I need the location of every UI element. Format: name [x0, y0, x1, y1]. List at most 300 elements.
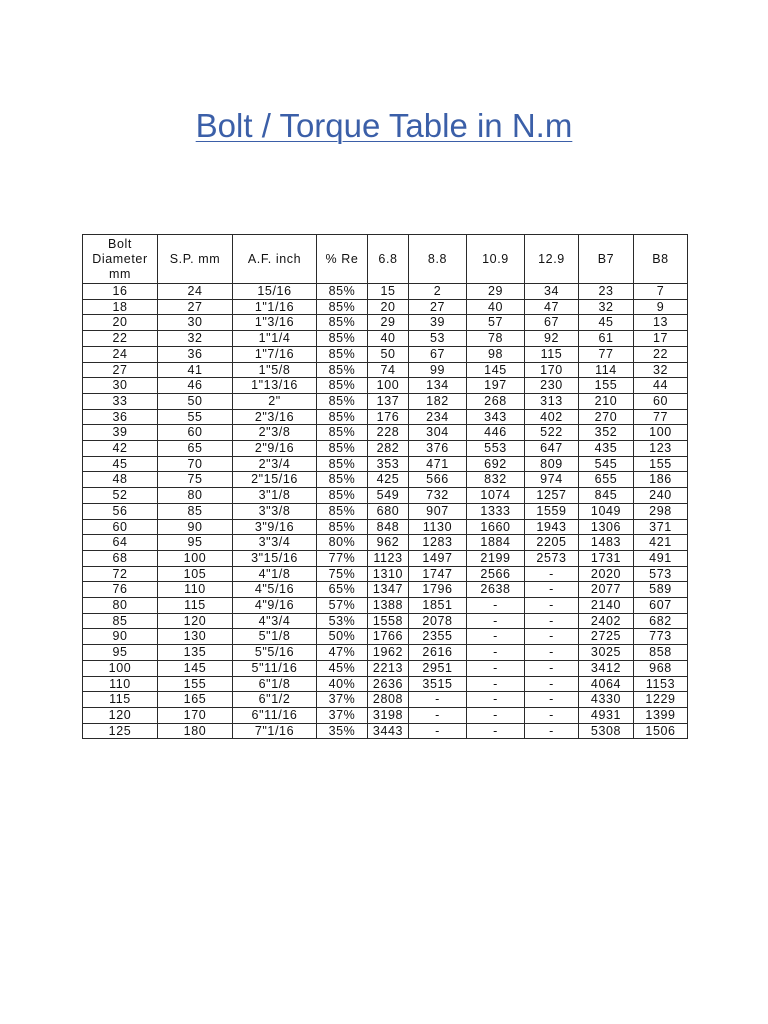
- table-header-row: [83, 235, 688, 284]
- cell-grade-10-9: 343: [467, 409, 525, 425]
- cell-sp-mm: 55: [158, 409, 233, 425]
- cell-grade-6-8: 1558: [368, 613, 409, 629]
- cell-percent-re: 37%: [317, 692, 368, 708]
- cell-grade-12-9: 522: [525, 425, 579, 441]
- header-bolt-diameter: Bolt Diameter mm: [83, 235, 158, 284]
- table-row: [83, 441, 688, 457]
- cell-grade-6-8: 100: [368, 378, 409, 394]
- cell-grade-12-9: 115: [525, 346, 579, 362]
- cell-grade-8-8: 67: [409, 346, 467, 362]
- cell-grade-10-9: 832: [467, 472, 525, 488]
- cell-b7: 77: [579, 346, 634, 362]
- cell-sp-mm: 135: [158, 645, 233, 661]
- cell-grade-8-8: 1130: [409, 519, 467, 535]
- cell-percent-re: 85%: [317, 488, 368, 504]
- cell-grade-8-8: 471: [409, 456, 467, 472]
- cell-af-inch: 1"1/4: [233, 331, 317, 347]
- cell-percent-re: 85%: [317, 346, 368, 362]
- cell-b8: 573: [634, 566, 688, 582]
- cell-grade-8-8: 1283: [409, 535, 467, 551]
- cell-b8: 773: [634, 629, 688, 645]
- cell-bolt-diameter: 36: [83, 409, 158, 425]
- cell-b7: 155: [579, 378, 634, 394]
- cell-grade-8-8: -: [409, 692, 467, 708]
- cell-b8: 155: [634, 456, 688, 472]
- cell-grade-8-8: 2078: [409, 613, 467, 629]
- header-percent-re: % Re: [317, 235, 368, 284]
- cell-percent-re: 53%: [317, 613, 368, 629]
- cell-sp-mm: 46: [158, 378, 233, 394]
- cell-percent-re: 85%: [317, 331, 368, 347]
- cell-grade-10-9: 2638: [467, 582, 525, 598]
- cell-b7: 2020: [579, 566, 634, 582]
- cell-grade-6-8: 50: [368, 346, 409, 362]
- cell-bolt-diameter: 100: [83, 660, 158, 676]
- cell-percent-re: 75%: [317, 566, 368, 582]
- cell-bolt-diameter: 110: [83, 676, 158, 692]
- table-row: [83, 456, 688, 472]
- cell-grade-6-8: 228: [368, 425, 409, 441]
- cell-grade-10-9: 692: [467, 456, 525, 472]
- cell-percent-re: 65%: [317, 582, 368, 598]
- cell-percent-re: 80%: [317, 535, 368, 551]
- table-row: [83, 425, 688, 441]
- cell-grade-12-9: 2573: [525, 550, 579, 566]
- cell-grade-10-9: 57: [467, 315, 525, 331]
- cell-b8: 968: [634, 660, 688, 676]
- table-row: [83, 566, 688, 582]
- cell-grade-10-9: 197: [467, 378, 525, 394]
- cell-bolt-diameter: 16: [83, 284, 158, 300]
- cell-grade-8-8: -: [409, 707, 467, 723]
- table-row: [83, 472, 688, 488]
- cell-grade-12-9: 92: [525, 331, 579, 347]
- cell-bolt-diameter: 90: [83, 629, 158, 645]
- cell-grade-10-9: -: [467, 660, 525, 676]
- cell-sp-mm: 85: [158, 503, 233, 519]
- cell-grade-10-9: -: [467, 598, 525, 614]
- cell-bolt-diameter: 95: [83, 645, 158, 661]
- table-row: [83, 707, 688, 723]
- cell-b8: 1399: [634, 707, 688, 723]
- cell-grade-8-8: 304: [409, 425, 467, 441]
- cell-b7: 845: [579, 488, 634, 504]
- cell-percent-re: 85%: [317, 378, 368, 394]
- cell-grade-10-9: 78: [467, 331, 525, 347]
- cell-b7: 1731: [579, 550, 634, 566]
- cell-bolt-diameter: 72: [83, 566, 158, 582]
- cell-bolt-diameter: 60: [83, 519, 158, 535]
- cell-percent-re: 85%: [317, 284, 368, 300]
- cell-percent-re: 40%: [317, 676, 368, 692]
- cell-b7: 2725: [579, 629, 634, 645]
- cell-af-inch: 2"3/4: [233, 456, 317, 472]
- cell-grade-10-9: 268: [467, 393, 525, 409]
- cell-grade-12-9: -: [525, 598, 579, 614]
- cell-bolt-diameter: 52: [83, 488, 158, 504]
- cell-af-inch: 5"1/8: [233, 629, 317, 645]
- table-row: [83, 346, 688, 362]
- cell-grade-6-8: 137: [368, 393, 409, 409]
- cell-grade-12-9: 2205: [525, 535, 579, 551]
- cell-b7: 435: [579, 441, 634, 457]
- cell-grade-8-8: 2355: [409, 629, 467, 645]
- cell-grade-10-9: 553: [467, 441, 525, 457]
- cell-sp-mm: 32: [158, 331, 233, 347]
- cell-b8: 60: [634, 393, 688, 409]
- cell-grade-12-9: 974: [525, 472, 579, 488]
- cell-b7: 3025: [579, 645, 634, 661]
- cell-b7: 114: [579, 362, 634, 378]
- cell-af-inch: 3"1/8: [233, 488, 317, 504]
- cell-af-inch: 2"3/16: [233, 409, 317, 425]
- cell-bolt-diameter: 18: [83, 299, 158, 315]
- cell-grade-12-9: -: [525, 645, 579, 661]
- cell-b8: 421: [634, 535, 688, 551]
- header-grade-6-8: 6.8: [368, 235, 409, 284]
- table-row: [83, 299, 688, 315]
- cell-bolt-diameter: 22: [83, 331, 158, 347]
- cell-af-inch: 15/16: [233, 284, 317, 300]
- table-row: [83, 315, 688, 331]
- cell-af-inch: 1"7/16: [233, 346, 317, 362]
- cell-af-inch: 4"1/8: [233, 566, 317, 582]
- cell-grade-8-8: 234: [409, 409, 467, 425]
- table-row: [83, 393, 688, 409]
- cell-b8: 17: [634, 331, 688, 347]
- cell-b7: 4330: [579, 692, 634, 708]
- cell-af-inch: 5"11/16: [233, 660, 317, 676]
- cell-bolt-diameter: 27: [83, 362, 158, 378]
- cell-grade-10-9: 2199: [467, 550, 525, 566]
- cell-b8: 1153: [634, 676, 688, 692]
- cell-grade-8-8: -: [409, 723, 467, 739]
- cell-b8: 32: [634, 362, 688, 378]
- cell-grade-12-9: 230: [525, 378, 579, 394]
- cell-grade-10-9: 145: [467, 362, 525, 378]
- table-row: [83, 613, 688, 629]
- cell-b8: 1229: [634, 692, 688, 708]
- cell-b7: 4931: [579, 707, 634, 723]
- header-grade-10-9: 10.9: [467, 235, 525, 284]
- cell-grade-12-9: -: [525, 566, 579, 582]
- cell-grade-8-8: 182: [409, 393, 467, 409]
- cell-af-inch: 2"3/8: [233, 425, 317, 441]
- cell-sp-mm: 120: [158, 613, 233, 629]
- cell-grade-8-8: 1747: [409, 566, 467, 582]
- cell-grade-6-8: 15: [368, 284, 409, 300]
- table-row: [83, 284, 688, 300]
- cell-grade-6-8: 353: [368, 456, 409, 472]
- cell-grade-6-8: 29: [368, 315, 409, 331]
- cell-b8: 77: [634, 409, 688, 425]
- cell-b7: 23: [579, 284, 634, 300]
- cell-b8: 44: [634, 378, 688, 394]
- table-row: [83, 362, 688, 378]
- cell-bolt-diameter: 45: [83, 456, 158, 472]
- cell-af-inch: 6"1/8: [233, 676, 317, 692]
- cell-grade-10-9: -: [467, 629, 525, 645]
- cell-b8: 100: [634, 425, 688, 441]
- cell-grade-8-8: 2951: [409, 660, 467, 676]
- cell-grade-10-9: -: [467, 692, 525, 708]
- cell-percent-re: 85%: [317, 472, 368, 488]
- cell-bolt-diameter: 24: [83, 346, 158, 362]
- cell-grade-8-8: 2616: [409, 645, 467, 661]
- cell-grade-6-8: 848: [368, 519, 409, 535]
- cell-grade-8-8: 1851: [409, 598, 467, 614]
- cell-b8: 607: [634, 598, 688, 614]
- cell-bolt-diameter: 39: [83, 425, 158, 441]
- cell-percent-re: 85%: [317, 425, 368, 441]
- torque-table: [82, 234, 688, 739]
- cell-grade-12-9: 647: [525, 441, 579, 457]
- cell-grade-6-8: 1347: [368, 582, 409, 598]
- cell-sp-mm: 41: [158, 362, 233, 378]
- header-b7: B7: [579, 235, 634, 284]
- cell-grade-10-9: -: [467, 707, 525, 723]
- cell-grade-12-9: 67: [525, 315, 579, 331]
- cell-af-inch: 3"3/4: [233, 535, 317, 551]
- cell-grade-6-8: 3443: [368, 723, 409, 739]
- cell-percent-re: 85%: [317, 456, 368, 472]
- cell-grade-8-8: 27: [409, 299, 467, 315]
- cell-grade-12-9: -: [525, 707, 579, 723]
- cell-percent-re: 85%: [317, 362, 368, 378]
- cell-b7: 270: [579, 409, 634, 425]
- cell-af-inch: 1"3/16: [233, 315, 317, 331]
- cell-b7: 655: [579, 472, 634, 488]
- cell-bolt-diameter: 80: [83, 598, 158, 614]
- cell-bolt-diameter: 115: [83, 692, 158, 708]
- cell-grade-12-9: -: [525, 582, 579, 598]
- cell-percent-re: 85%: [317, 299, 368, 315]
- cell-b8: 589: [634, 582, 688, 598]
- cell-bolt-diameter: 20: [83, 315, 158, 331]
- cell-b7: 1049: [579, 503, 634, 519]
- cell-af-inch: 6"1/2: [233, 692, 317, 708]
- cell-af-inch: 2": [233, 393, 317, 409]
- header-sp-mm: S.P. mm: [158, 235, 233, 284]
- cell-af-inch: 1"1/16: [233, 299, 317, 315]
- cell-grade-6-8: 549: [368, 488, 409, 504]
- table-row: [83, 519, 688, 535]
- table-row: [83, 409, 688, 425]
- cell-grade-10-9: 1884: [467, 535, 525, 551]
- header-af-inch: A.F. inch: [233, 235, 317, 284]
- cell-b8: 123: [634, 441, 688, 457]
- table-row: [83, 550, 688, 566]
- cell-b8: 298: [634, 503, 688, 519]
- cell-grade-8-8: 1497: [409, 550, 467, 566]
- cell-grade-10-9: 446: [467, 425, 525, 441]
- cell-grade-8-8: 134: [409, 378, 467, 394]
- cell-af-inch: 2"15/16: [233, 472, 317, 488]
- cell-grade-12-9: -: [525, 613, 579, 629]
- cell-percent-re: 45%: [317, 660, 368, 676]
- cell-b7: 2140: [579, 598, 634, 614]
- cell-grade-12-9: 402: [525, 409, 579, 425]
- cell-grade-12-9: 313: [525, 393, 579, 409]
- cell-bolt-diameter: 42: [83, 441, 158, 457]
- cell-sp-mm: 24: [158, 284, 233, 300]
- cell-percent-re: 35%: [317, 723, 368, 739]
- cell-percent-re: 85%: [317, 315, 368, 331]
- cell-percent-re: 85%: [317, 519, 368, 535]
- cell-b7: 352: [579, 425, 634, 441]
- cell-bolt-diameter: 125: [83, 723, 158, 739]
- header-grade-8-8: 8.8: [409, 235, 467, 284]
- cell-grade-8-8: 2: [409, 284, 467, 300]
- cell-bolt-diameter: 76: [83, 582, 158, 598]
- cell-b7: 2077: [579, 582, 634, 598]
- table-row: [83, 676, 688, 692]
- cell-grade-12-9: 47: [525, 299, 579, 315]
- cell-b7: 3412: [579, 660, 634, 676]
- table-body: [83, 284, 688, 739]
- cell-grade-10-9: -: [467, 676, 525, 692]
- header-b8: B8: [634, 235, 688, 284]
- table-row: [83, 723, 688, 739]
- cell-grade-8-8: 732: [409, 488, 467, 504]
- cell-grade-6-8: 282: [368, 441, 409, 457]
- cell-grade-12-9: 809: [525, 456, 579, 472]
- cell-sp-mm: 30: [158, 315, 233, 331]
- cell-percent-re: 85%: [317, 409, 368, 425]
- cell-b8: 13: [634, 315, 688, 331]
- cell-percent-re: 77%: [317, 550, 368, 566]
- cell-b7: 4064: [579, 676, 634, 692]
- cell-af-inch: 4"5/16: [233, 582, 317, 598]
- cell-af-inch: 5"5/16: [233, 645, 317, 661]
- table-row: [83, 582, 688, 598]
- table-row: [83, 378, 688, 394]
- cell-grade-10-9: 98: [467, 346, 525, 362]
- cell-grade-8-8: 907: [409, 503, 467, 519]
- cell-grade-10-9: 1660: [467, 519, 525, 535]
- cell-grade-6-8: 1123: [368, 550, 409, 566]
- cell-sp-mm: 155: [158, 676, 233, 692]
- cell-af-inch: 1"13/16: [233, 378, 317, 394]
- cell-percent-re: 50%: [317, 629, 368, 645]
- cell-grade-12-9: 1257: [525, 488, 579, 504]
- cell-grade-6-8: 1766: [368, 629, 409, 645]
- cell-sp-mm: 100: [158, 550, 233, 566]
- cell-grade-8-8: 376: [409, 441, 467, 457]
- cell-grade-12-9: 34: [525, 284, 579, 300]
- cell-grade-10-9: 2566: [467, 566, 525, 582]
- cell-bolt-diameter: 30: [83, 378, 158, 394]
- page-title: [0, 104, 768, 148]
- cell-sp-mm: 165: [158, 692, 233, 708]
- cell-b7: 1306: [579, 519, 634, 535]
- cell-percent-re: 47%: [317, 645, 368, 661]
- table-row: [83, 503, 688, 519]
- cell-b8: 1506: [634, 723, 688, 739]
- cell-sp-mm: 65: [158, 441, 233, 457]
- cell-grade-6-8: 20: [368, 299, 409, 315]
- cell-sp-mm: 105: [158, 566, 233, 582]
- cell-grade-10-9: -: [467, 723, 525, 739]
- cell-b7: 210: [579, 393, 634, 409]
- cell-grade-8-8: 39: [409, 315, 467, 331]
- cell-percent-re: 37%: [317, 707, 368, 723]
- cell-sp-mm: 60: [158, 425, 233, 441]
- cell-bolt-diameter: 68: [83, 550, 158, 566]
- cell-sp-mm: 80: [158, 488, 233, 504]
- cell-af-inch: 3"3/8: [233, 503, 317, 519]
- cell-grade-6-8: 2636: [368, 676, 409, 692]
- cell-grade-8-8: 3515: [409, 676, 467, 692]
- cell-grade-6-8: 1310: [368, 566, 409, 582]
- cell-sp-mm: 130: [158, 629, 233, 645]
- cell-b8: 9: [634, 299, 688, 315]
- cell-af-inch: 7"1/16: [233, 723, 317, 739]
- cell-grade-12-9: -: [525, 692, 579, 708]
- header-grade-12-9: 12.9: [525, 235, 579, 284]
- cell-b7: 1483: [579, 535, 634, 551]
- cell-af-inch: 1"5/8: [233, 362, 317, 378]
- cell-af-inch: 3"15/16: [233, 550, 317, 566]
- cell-grade-6-8: 3198: [368, 707, 409, 723]
- cell-grade-10-9: 29: [467, 284, 525, 300]
- cell-af-inch: 3"9/16: [233, 519, 317, 535]
- cell-sp-mm: 90: [158, 519, 233, 535]
- cell-bolt-diameter: 64: [83, 535, 158, 551]
- cell-grade-10-9: -: [467, 613, 525, 629]
- cell-af-inch: 4"9/16: [233, 598, 317, 614]
- cell-grade-6-8: 176: [368, 409, 409, 425]
- cell-grade-10-9: -: [467, 645, 525, 661]
- cell-grade-6-8: 1388: [368, 598, 409, 614]
- table-row: [83, 535, 688, 551]
- table-row: [83, 488, 688, 504]
- cell-grade-8-8: 53: [409, 331, 467, 347]
- cell-grade-8-8: 1796: [409, 582, 467, 598]
- cell-sp-mm: 115: [158, 598, 233, 614]
- cell-percent-re: 85%: [317, 393, 368, 409]
- cell-grade-12-9: -: [525, 723, 579, 739]
- page-title-text: Bolt / Torque Table in N.m: [195, 107, 573, 144]
- cell-sp-mm: 110: [158, 582, 233, 598]
- cell-b8: 186: [634, 472, 688, 488]
- cell-af-inch: 6"11/16: [233, 707, 317, 723]
- cell-grade-12-9: 170: [525, 362, 579, 378]
- cell-grade-12-9: 1943: [525, 519, 579, 535]
- table-row: [83, 331, 688, 347]
- cell-grade-12-9: -: [525, 660, 579, 676]
- cell-percent-re: 57%: [317, 598, 368, 614]
- cell-grade-6-8: 74: [368, 362, 409, 378]
- cell-grade-12-9: 1559: [525, 503, 579, 519]
- cell-sp-mm: 36: [158, 346, 233, 362]
- cell-bolt-diameter: 48: [83, 472, 158, 488]
- cell-sp-mm: 70: [158, 456, 233, 472]
- table-row: [83, 692, 688, 708]
- cell-b8: 682: [634, 613, 688, 629]
- cell-grade-6-8: 680: [368, 503, 409, 519]
- cell-sp-mm: 145: [158, 660, 233, 676]
- cell-af-inch: 4"3/4: [233, 613, 317, 629]
- cell-b8: 858: [634, 645, 688, 661]
- cell-sp-mm: 75: [158, 472, 233, 488]
- cell-grade-12-9: -: [525, 629, 579, 645]
- table-row: [83, 629, 688, 645]
- cell-bolt-diameter: 85: [83, 613, 158, 629]
- cell-sp-mm: 50: [158, 393, 233, 409]
- cell-percent-re: 85%: [317, 503, 368, 519]
- cell-b7: 5308: [579, 723, 634, 739]
